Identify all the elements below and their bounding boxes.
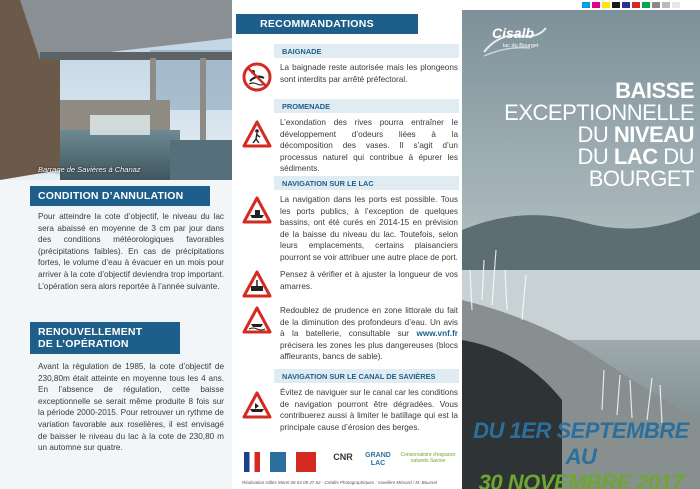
cisalb-logo	[482, 22, 548, 58]
lake-background	[462, 0, 700, 489]
logo-name: Cisalb	[492, 25, 535, 41]
title-line	[468, 124, 694, 146]
title-fragment: NIVEAU	[613, 122, 694, 147]
conservatoire-logo: Conservatoire d’espaces naturels Savoie	[400, 452, 456, 464]
shallow-water-warning-icon	[242, 306, 272, 334]
subheading-promenade: PROMENADE	[274, 99, 459, 113]
photo-credits: Réalisation Gilles Morel 06 54 09 47 62 - Crédits Photographiques : roselière Ménard / M. Bourset	[242, 480, 438, 485]
department-logo	[296, 452, 316, 472]
dam-illustration	[0, 0, 232, 180]
subheading-navigation-canal: NAVIGATION SUR LE CANAL DE SAVIÈRES	[274, 369, 459, 383]
mooring-warning-icon	[242, 270, 272, 298]
navigation-lac-text-2: Pensez à vérifier et à ajuster la longueur de vos amarres.	[280, 270, 458, 291]
navigation-canal-text: Évitez de naviguer sur le canal car les conditions de navigation pourront être dégradées. Vous contribuerez aussi à limiter le batillage qui est la principale cause d’érosion des berges.	[280, 388, 458, 432]
heading-line: RENOUVELLEMENT	[38, 326, 143, 338]
date-line-end: 30 NOVEMBRE 2017	[478, 470, 684, 489]
cover-panel	[462, 0, 700, 489]
navigation-lac-text-1: La navigation dans les ports est possible. Tous les ports publics, à l’exception de quelques bassins, ont été curés en 2014-15 en prévision de la baisse du niveau du lac. Toutefois, selon leurs emplacements, certains plaisanciers pourront se voir attribuer une autre place de port.	[280, 195, 458, 262]
section-heading-renouvellement	[30, 322, 180, 354]
subheading-baignade: BAIGNADE	[274, 44, 459, 58]
renouvellement-paragraph: Avant la régulation de 1985, la cote d’objectif de 230,80m était atteinte en moyenne tous les 4 ans. En l’absence de régulation, cette baisse exceptionnelle se serait même produite 8 fois sur la période 2000-2015. Pour retrouver un rythme de variation favorable aux roselières, il est envisagé de baisser le niveau du lac à la cote de 230,80 m un automne sur quatre.	[38, 362, 224, 453]
logo-subtitle: lac du Bourget	[503, 43, 539, 49]
cnr-logo: CNR	[333, 452, 353, 462]
title-fragment: DU	[577, 144, 614, 169]
text-fragment: Redoublez de prudence en zone littorale du fait de la diminution des profondeurs d’eau. Un avis à la batellerie, consultable sur	[280, 306, 458, 339]
title-line: EXCEPTIONNELLE	[504, 100, 694, 125]
title-line: BAISSE	[615, 78, 694, 103]
left-panel	[0, 0, 232, 489]
subheading-navigation-lac: NAVIGATION SUR LE LAC	[274, 176, 459, 190]
date-line-start: DU 1ER SEPTEMBRE AU	[473, 418, 689, 469]
title-fragment: DU BOURGET	[588, 144, 694, 191]
middle-panel	[232, 0, 462, 489]
region-logo	[270, 452, 286, 472]
cover-title	[468, 80, 694, 190]
walking-warning-icon	[242, 120, 272, 148]
title-fragment: LAC	[613, 144, 658, 169]
title-fragment: DU	[577, 122, 614, 147]
photo-caption: Barrage de Savières à Chanaz	[38, 165, 141, 174]
dam-photo	[0, 0, 232, 180]
republic-logo	[244, 452, 260, 472]
annulation-paragraph: Pour atteindre la cote d’objectif, le niveau du lac sera abaissé en moyenne de 3 cm par jour dans des conditions météorologiques favorables (précipitations faibles). En cas de précipitations fortes, le volume d’eau à évacuer en un mois pour arriver à la cote d’objectif deviendra trop important. L’opération sera alors reportée à l’année suivante.	[38, 212, 224, 291]
navigation-lac-text-3	[280, 305, 458, 363]
section-heading-annulation: CONDITION D’ANNULATION	[30, 186, 210, 206]
heading-line: DE L’OPÉRATION	[38, 338, 129, 350]
vnf-link[interactable]: www.vnf.fr	[416, 329, 458, 339]
boat-warning-icon	[242, 196, 272, 224]
baignade-text: La baignade reste autorisée mais les plongeons sont interdits par arrêté préfectoral.	[280, 63, 458, 84]
text-fragment: précisera les zones les plus dangereuses (blocs affleurants, bancs de sable).	[280, 340, 458, 362]
color-calibration-strip	[462, 0, 700, 10]
partner-logos	[240, 450, 462, 480]
date-banner	[468, 418, 694, 489]
grand-lac-logo: GRAND LAC	[365, 452, 391, 467]
no-diving-icon	[242, 62, 272, 92]
promenade-text: L’exondation des rives pourra entraîner le développement d’odeurs liées à la décomposition des vases. Il s’agit d’un processus naturel qui contribue à épurer les sédiments.	[280, 118, 458, 174]
canal-warning-icon	[242, 391, 272, 419]
title-line	[468, 146, 694, 190]
recommandations-heading: RECOMMANDATIONS	[236, 14, 418, 34]
